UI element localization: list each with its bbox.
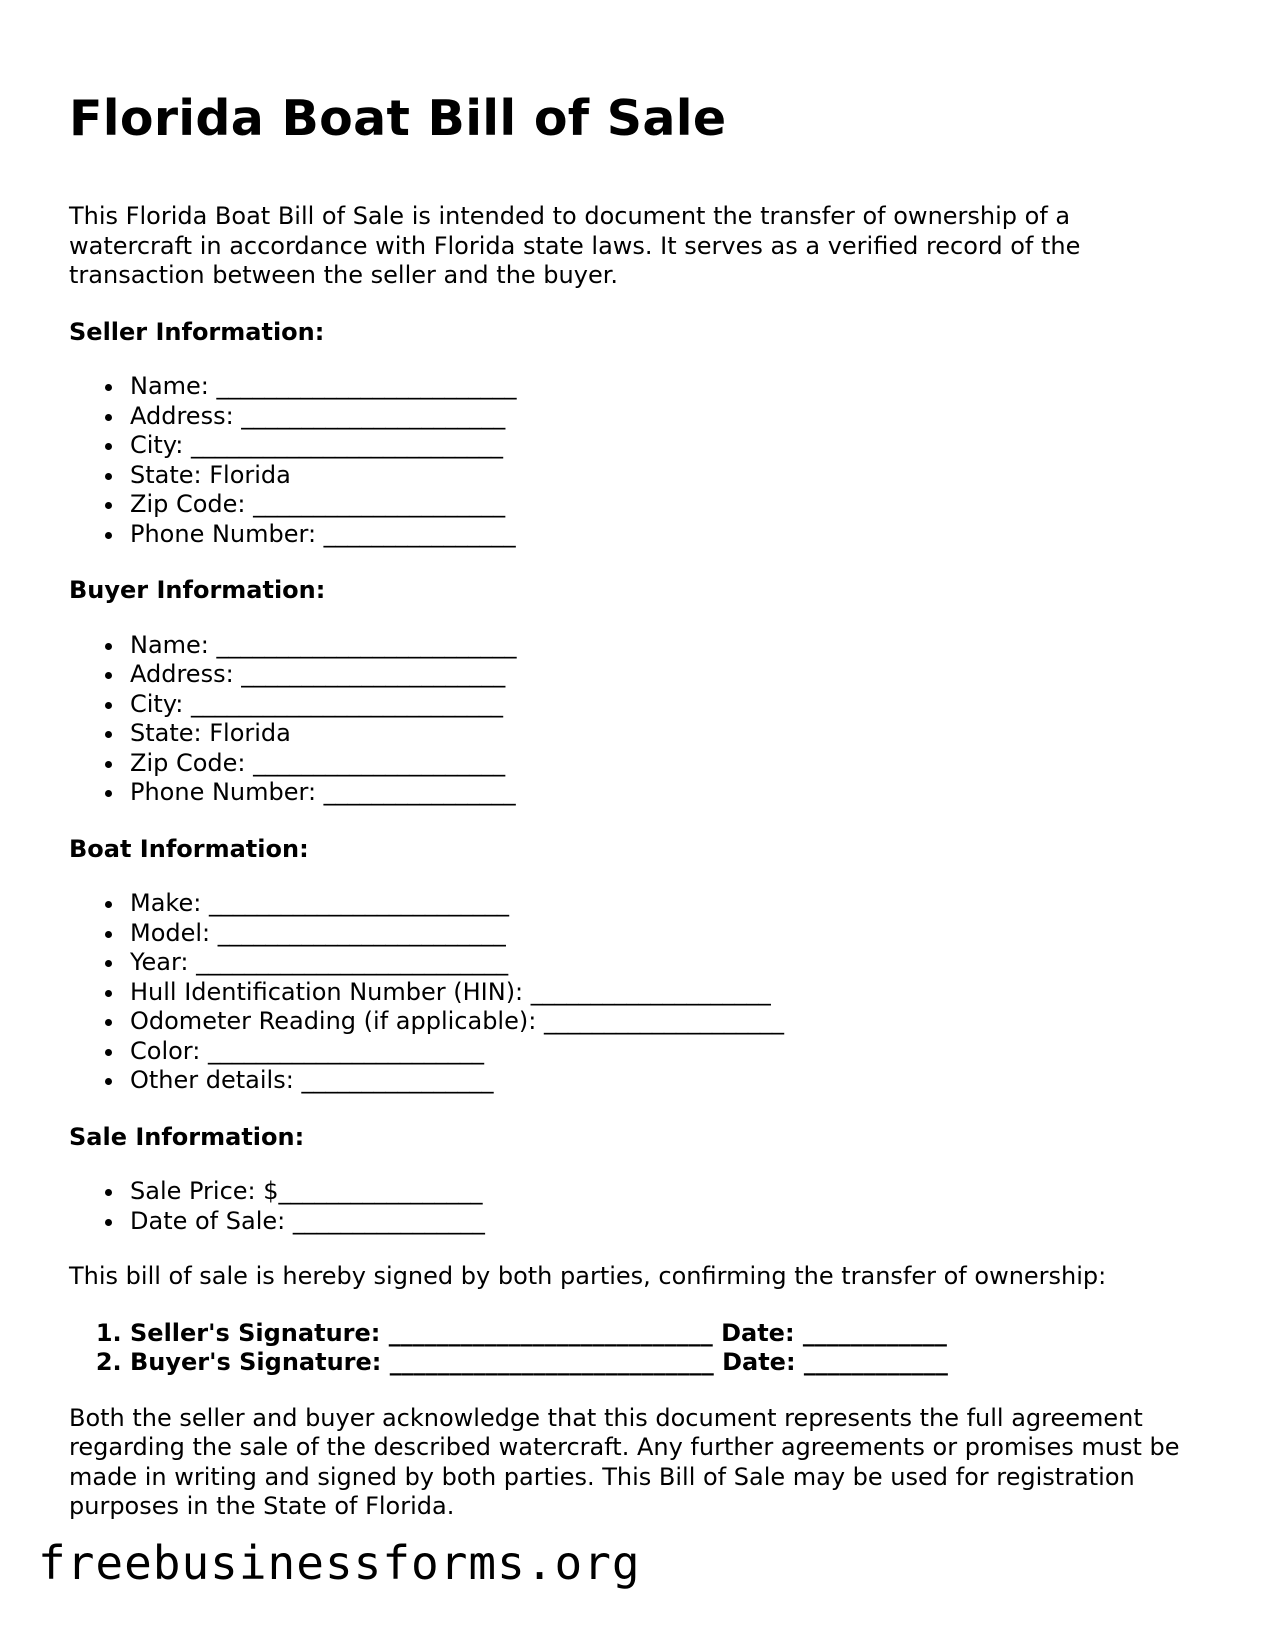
buyer-address-field: Address: ______________________ [130,660,1199,690]
boat-year-field: Year: __________________________ [130,948,1199,978]
seller-state-field: State: Florida [130,461,1199,491]
buyer-zip-field: Zip Code: _____________________ [130,749,1199,779]
buyer-heading: Buyer Information: [69,576,326,604]
sale-fields [69,1177,1199,1236]
seller-city-field: City: __________________________ [130,431,1199,461]
buyer-city-field: City: __________________________ [130,690,1199,720]
boat-heading: Boat Information: [69,834,309,863]
signature-statement: This bill of sale is hereby signed by both parties, confirming the transfer of ownership: [69,1262,1107,1290]
seller-heading: Seller Information: [69,317,325,346]
seller-fields [69,372,1199,549]
boat-make-field: Make: _________________________ [130,889,1199,919]
sale-date-field: Date of Sale: ________________ [130,1207,1199,1237]
page-title: Florida Boat Bill of Sale [69,90,727,147]
boat-model-field: Model: ________________________ [130,919,1199,949]
seller-signature-line: 1. Seller's Signature: ___________________________ Date: ____________ [130,1319,1199,1349]
sale-price-field: Sale Price: $_________________ [130,1177,1199,1207]
seller-zip-field: Zip Code: _____________________ [130,490,1199,520]
buyer-phone-field: Phone Number: ________________ [130,778,1199,808]
seller-phone-field: Phone Number: ________________ [130,520,1199,550]
buyer-fields [69,631,1199,808]
watermark-text: freebusinessforms.org [38,1536,641,1590]
signature-list [69,1319,1199,1378]
boat-other-details-field: Other details: ________________ [130,1066,1199,1096]
sale-heading: Sale Information: [69,1122,305,1151]
boat-fields [69,889,1199,1096]
boat-color-field: Color: _______________________ [130,1037,1199,1067]
seller-address-field: Address: ______________________ [130,402,1199,432]
intro-paragraph: This Florida Boat Bill of Sale is intended to document the transfer of ownership of a watercraft in accordance with Florida state laws. It serves as a verified record of the transaction between the seller and the buyer. [69,202,1081,289]
buyer-name-field: Name: _________________________ [130,631,1199,661]
buyer-state-field: State: Florida [130,719,1199,749]
document-page [69,86,1199,1522]
buyer-signature-line: 2. Buyer's Signature: ___________________________ Date: ____________ [130,1348,1199,1378]
closing-paragraph: Both the seller and buyer acknowledge that this document represents the full agreement regarding the sale of the described watercraft. Any further agreements or promises must be made in writing and signed by both parties. This Bill of Sale may be used for registration purposes in the State of Florida. [69,1403,1180,1520]
boat-odometer-field: Odometer Reading (if applicable): ____________________ [130,1007,1199,1037]
boat-hin-field: Hull Identification Number (HIN): ____________________ [130,978,1199,1008]
seller-name-field: Name: _________________________ [130,372,1199,402]
